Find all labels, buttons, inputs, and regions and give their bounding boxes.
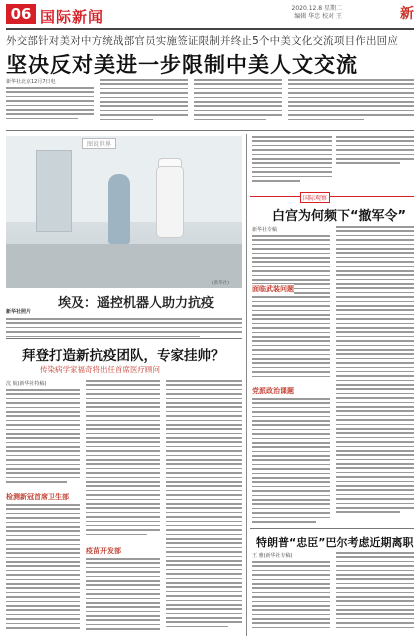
- story2-subsection-2: 疫苗开发部: [86, 547, 121, 555]
- top-story-col-1: [6, 78, 94, 126]
- right-headline: 白宫为何频下“撤军令”: [272, 209, 407, 224]
- photo-story-title: 埃及：遥控机器人助力抗疫: [58, 296, 215, 311]
- story2-subsection-1: 检测新冠首席卫生部: [6, 493, 69, 501]
- top-story-divider: [6, 130, 414, 131]
- story2-col-3: [166, 380, 242, 636]
- photo-section-label: 图说世界: [82, 138, 116, 149]
- photo-story-divider: [6, 338, 242, 339]
- right-subhead-1: 面临武装问题: [252, 285, 294, 293]
- box-rule: [250, 196, 414, 197]
- newspaper-logo: 新: [400, 6, 414, 22]
- box-label: 国际观察: [300, 192, 330, 203]
- bottom-right-byline: 王 雅(新华社专稿): [252, 553, 293, 559]
- right-col-1: [252, 226, 330, 526]
- top-story-byline: 新华社北京12月7日电: [6, 79, 56, 85]
- bottom-right-col-1: [252, 552, 330, 636]
- header-rule: [6, 28, 414, 30]
- person-figure: [108, 174, 130, 244]
- photo-caption: [6, 309, 242, 340]
- door-shape: [36, 150, 72, 232]
- issue-date: 2020.12.8 星期二: [291, 5, 342, 12]
- story2-byline: 沈 航(新华社特稿): [6, 381, 47, 387]
- robot-figure: [156, 166, 184, 238]
- bottom-right-headline: 特朗普“忠臣”巴尔考虑近期离职: [256, 536, 414, 549]
- top-story-headline: 坚决反对美进一步限制中美人文交流: [6, 53, 358, 77]
- top-story-col-3: [194, 79, 282, 126]
- right-top-col-1: [252, 136, 332, 188]
- right-top-col-2: [336, 136, 414, 188]
- news-photo: [6, 136, 242, 288]
- top-story-col-2: [100, 79, 188, 126]
- section-title: 国际新闻: [40, 8, 105, 26]
- caption-lead: 新华社照片: [6, 309, 32, 315]
- photo-credit: (新华社): [212, 281, 230, 286]
- page-header: [0, 0, 420, 26]
- page-number: 06: [6, 4, 36, 24]
- story2-col-2: [86, 380, 160, 636]
- issue-editors: 编辑 华忠 校对 王: [294, 13, 342, 20]
- bottom-right-col-2: [336, 552, 414, 636]
- top-story-kicker: 外交部针对美对中方统战部官员实施签证限制并终止5个中美文化交流项目作出回应: [6, 35, 399, 47]
- right-col-2: [336, 226, 414, 526]
- top-story-col-4: [288, 79, 414, 126]
- bottom-right-divider: [250, 528, 414, 529]
- story2-subhead: 传染病学家福奇将出任首席医疗顾问: [40, 365, 160, 374]
- story2-col-1: [6, 380, 80, 636]
- right-subhead-2: 党派政治课题: [252, 387, 294, 395]
- story2-headline: 拜登打造新抗疫团队，专家挂帅？: [22, 348, 225, 364]
- right-byline: 新华社专稿: [252, 227, 278, 233]
- column-separator: [246, 134, 247, 636]
- issue-info: [292, 5, 342, 21]
